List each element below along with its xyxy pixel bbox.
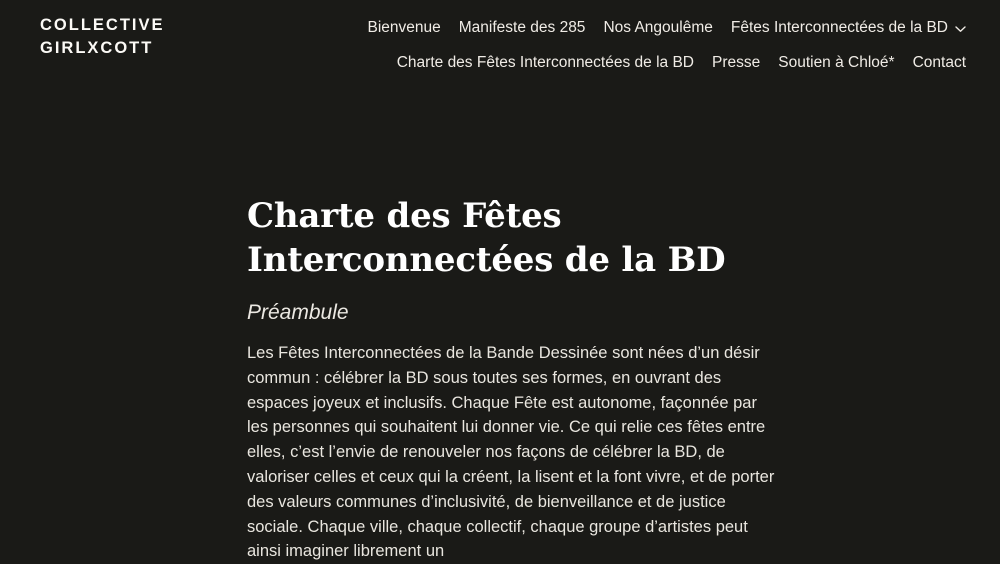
site-logo[interactable] (40, 14, 165, 60)
nav-item-manifeste-des-285[interactable]: Manifeste des 285 (458, 19, 586, 36)
nav-item-presse[interactable]: Presse (711, 54, 761, 71)
nav-row-primary (368, 18, 967, 37)
preambule-paragraph: Les Fêtes Interconnectées de la Bande Dessinée sont nées d’un désir commun : célébrer la BD sous toutes ses formes, en ouvrant des espaces joyeux et inclusifs. Chaque Fête est autonome, façonnée par les personnes qui souhaitent lui donner vie. Ce qui relie ces fêtes entre elles, c’est l’envie de renouveler nos façons de célébrer la BD, de valoriser celles et ceux qui la créent, la lisent et la font vivre, et de porter des valeurs communes d’inclusivité, de bienveillance et de justice sociale. Chaque ville, chaque collectif, chaque groupe d’artistes peut ainsi imaginer librement un (247, 344, 775, 561)
chevron-down-icon (955, 26, 966, 33)
nav-item-charte-des-fetes[interactable]: Charte des Fêtes Interconnectées de la BD (396, 54, 694, 71)
nav-item-fetes-interconnectees-dropdown[interactable] (731, 18, 966, 37)
main-nav (368, 14, 967, 72)
site-header (0, 0, 1000, 72)
nav-row-secondary (397, 53, 966, 72)
page-title: Charte des Fêtes Interconnectées de la BD (247, 196, 726, 280)
nav-item-soutien-a-chloe[interactable]: Soutien à Chloé* (778, 54, 895, 71)
nav-item-contact[interactable]: Contact (912, 54, 966, 71)
nav-item-bienvenue[interactable]: Bienvenue (367, 19, 441, 36)
nav-item-fetes-interconnectees-label: Fêtes Interconnectées de la BD (730, 19, 948, 36)
section-subtitle-preambule: Préambule (247, 301, 349, 324)
logo-line-2: GIRLXCOTT (40, 39, 154, 57)
logo-line-1: COLLECTIVE (40, 16, 165, 34)
main-content (247, 194, 775, 564)
nav-item-nos-angouleme[interactable]: Nos Angoulême (603, 19, 713, 36)
